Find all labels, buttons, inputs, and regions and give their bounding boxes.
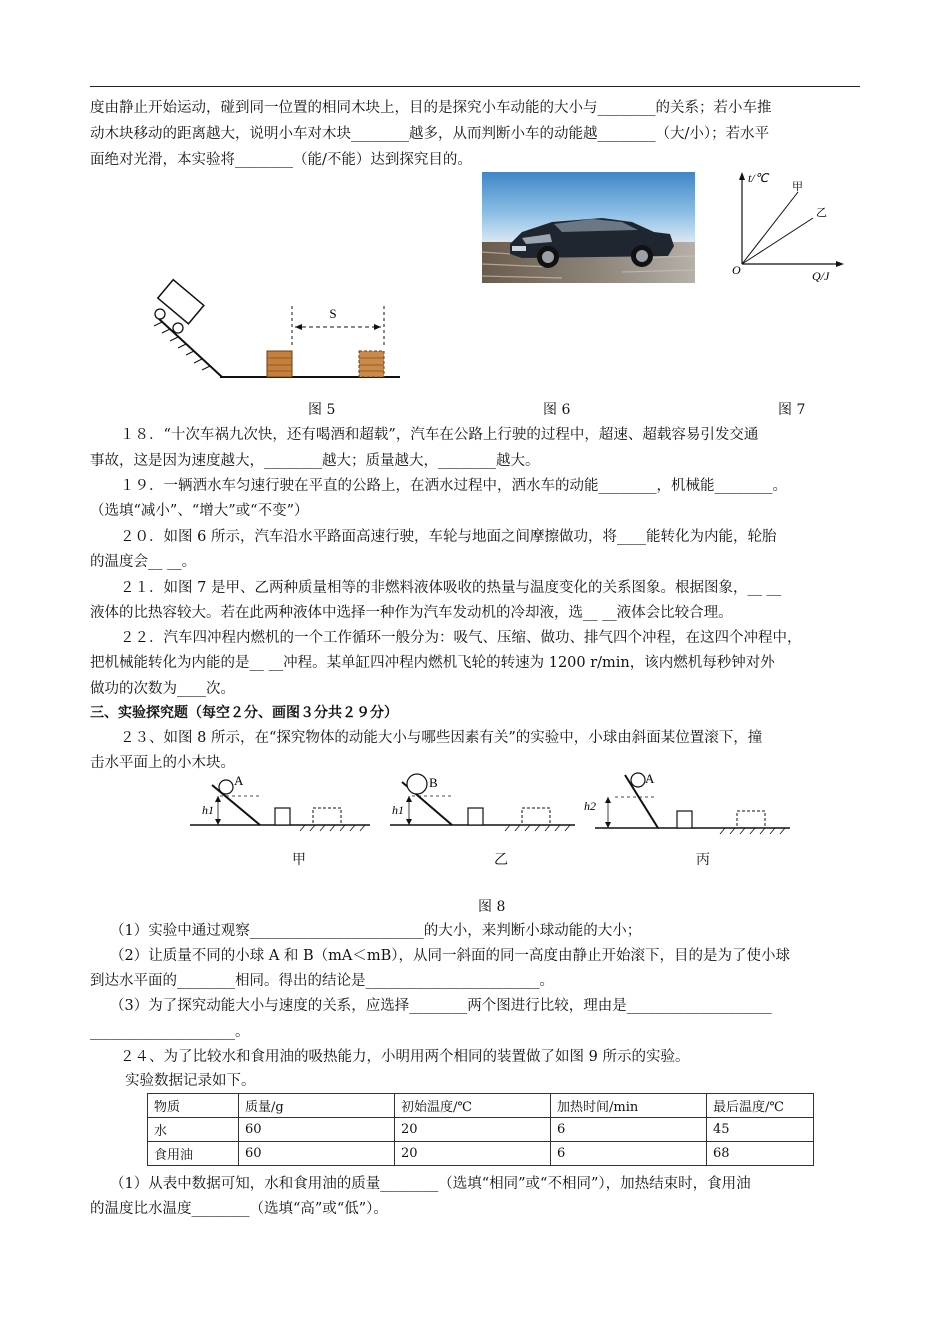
q17-line-2: 动木块移动的距离越大，说明小车对木块________越多，从而判断小车的动能越________（大/小）；若水平 [90,126,770,142]
fig8-panel-jia [190,773,370,831]
table-header-cell: 初始温度/℃ [395,1094,551,1118]
q17-line-3: 面绝对光滑，本实验将________（能/不能）达到探究目的。 [90,152,472,168]
table-cell: 6 [551,1142,707,1166]
table-cell: 20 [395,1142,551,1166]
fig8-h-label-2: h1 [392,803,404,817]
fig8-ball-b: B [429,775,438,790]
q19-line-2: （选填“减小”、“增大”或“不变”） [90,503,309,519]
table-cell: 60 [239,1142,395,1166]
table-header-cell: 物质 [148,1094,239,1118]
fig8-label-bing: 丙 [696,852,710,868]
q24-sub-1a: （1）从表中数据可知，水和食用油的质量________（选填“相同”或“不相同”），加热结束时，食用油 [110,1176,751,1192]
fig8-h-label-3: h2 [584,799,596,813]
q23-line-2: 击水平面上的小木块。 [90,755,235,771]
q20-line-1: ２０．如图 6 所示，汽车沿水平路面高速行驶，车轮与地面之间摩擦做功，将____能转化为内能，轮胎 [120,529,777,545]
q23-sub-3a: （3）为了探究动能大小与速度的关系，应选择________两个图进行比较，理由是____________________ [110,998,772,1014]
table-cell: 6 [551,1118,707,1142]
table-header-cell: 最后温度/℃ [707,1094,814,1118]
q23-line-1: ２３、如图 8 所示，在“探究物体的动能大小与哪些因素有关”的实验中，小球由斜面某位置滚下，撞 [120,730,763,746]
fig7-x-axis-label: Q/J [812,269,830,283]
fig7-line-yi: 乙 [816,206,827,219]
fig8-panel-yi [390,774,575,831]
q23-sub-1: （1）实验中通过观察________________________的大小，来判断小球动能的大小； [110,923,642,939]
q23-sub-2a: （2）让质量不同的小球 A 和 B（mA＜mB），从同一斜面的同一高度由静止开始滚下，目的是为了使小球 [110,948,791,964]
fig8-h-label-1: h1 [202,803,214,817]
table-cell: 食用油 [148,1142,239,1166]
q23-sub-3b: ____________________。 [90,1024,250,1040]
q22-line-3: 做功的次数为____次。 [90,681,235,697]
fig8-caption: 图 8 [478,899,506,915]
q17-line-1: 度由静止开始运动，碰到同一位置的相同木块上，目的是探究小车动能的大小与________的关系；若小车推 [90,100,772,116]
q19-line-1: １９．一辆洒水车匀速行驶在平直的公路上，在洒水过程中，洒水车的动能________，机械能________。 [120,478,787,494]
fig5-caption: 图 5 [308,402,336,418]
table-cell: 60 [239,1118,395,1142]
table-header-cell: 加热时间/min [551,1094,707,1118]
table-header-cell: 质量/g [239,1094,395,1118]
fig7-origin-label: O [732,263,741,277]
table-cell: 水 [148,1118,239,1142]
figure-8-diagram [190,770,800,840]
q21-line-1: ２１．如图 7 是甲、乙两种质量相等的非燃料液体吸收的热量与温度变化的关系图象。根据图象，__ __ [120,580,782,596]
table-header-row [148,1094,814,1118]
q18-line-2: 事故，这是因为速度越大，________越大；质量越大，________越大。 [90,453,540,469]
q24-line-2: 实验数据记录如下。 [125,1073,256,1089]
figure-5-diagram [140,280,410,390]
fig5-s-label: S [329,306,337,321]
q18-line-1: １８．“十次车祸九次快，还有喝酒和超载”，汽车在公路上行驶的过程中，超速、超载容易引发交通 [120,427,759,443]
fig8-label-yi: 乙 [494,852,508,868]
q24-sub-1b: 的温度比水温度________（选填“高”或“低”）。 [90,1201,388,1217]
fig7-caption: 图 7 [778,402,806,418]
q20-line-2: 的温度会__ __。 [90,554,197,570]
figure-6-car-photo [482,172,695,283]
fig8-ball-a2: A [645,771,655,786]
fig8-label-jia: 甲 [292,852,306,868]
table-row [148,1118,814,1142]
q21-line-2: 液体的比热容较大。若在此两种液体中选择一种作为汽车发动机的冷却液，选__ __液体会比较合理。 [90,605,733,621]
table-row [148,1142,814,1166]
table-cell: 68 [707,1142,814,1166]
fig7-y-axis-label: t/℃ [748,171,769,185]
fig8-panel-bing [584,771,790,834]
q24-line-1: ２４、为了比较水和食用油的吸热能力，小明用两个相同的装置做了如图 9 所示的实验。 [120,1049,690,1065]
fig6-caption: 图 6 [543,402,571,418]
figure-7-graph [728,170,848,285]
table-cell: 20 [395,1118,551,1142]
q22-line-2: 把机械能转化为内能的是__ __冲程。某单缸四冲程内燃机飞轮的转速为 1200 r/min，该内燃机每秒钟对外 [90,655,775,671]
q24-data-table [147,1093,814,1166]
q23-sub-2b: 到达水平面的________相同。得出的结论是________________________。 [90,973,554,989]
fig8-ball-a1: A [234,773,244,788]
header-rule [90,86,860,87]
fig7-line-jia: 甲 [792,180,803,193]
table-cell: 45 [707,1118,814,1142]
q22-line-1: ２２．汽车四冲程内燃机的一个工作循环一般分为：吸气、压缩、做功、排气四个冲程，在这四个冲程中， [120,630,802,646]
section-3-title: 三、实验探究题（每空２分、画图３分共２９分） [90,705,398,721]
